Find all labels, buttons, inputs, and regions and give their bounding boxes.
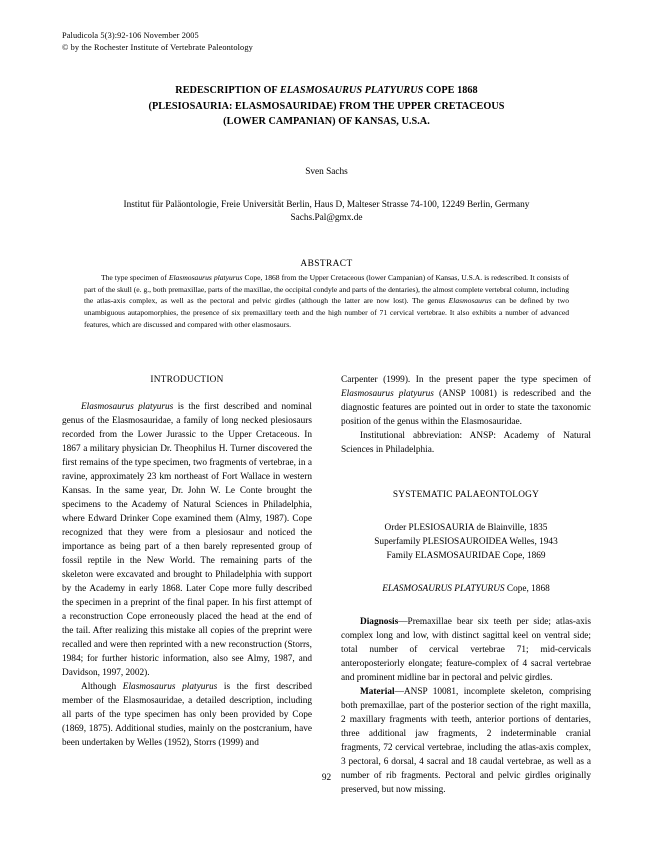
- author-name: Sven Sachs: [305, 166, 348, 177]
- diagnosis-paragraph: [341, 616, 591, 686]
- intro-taxon-2: Elasmosaurus platyurus: [122, 681, 218, 692]
- taxon-species-name: ELASMOSAURUS PLATYURUS: [382, 583, 505, 594]
- page-title: [62, 83, 591, 130]
- left-column: [62, 374, 312, 797]
- right-taxon-1: Elasmosaurus platyurus: [341, 389, 434, 400]
- introduction-paragraph-2: [62, 681, 312, 751]
- title-line-1-post: COPE 1868: [423, 85, 478, 97]
- abstract-part-3: can be defined by two unambiguous autapomorphies, the presence of six premaxillary teeth and the high number of 71 cervical vertebrae. It also exhibits a number of advanced features, which are discussed and compared with other elasmosaurs.: [84, 296, 570, 329]
- abstract-body: [84, 272, 569, 330]
- body-columns: [62, 374, 591, 797]
- abstract-part-1: The type specimen of: [101, 273, 169, 283]
- author-affiliation: [62, 199, 591, 227]
- right-column: [341, 374, 591, 797]
- title-line-3: (LOWER CAMPANIAN) OF KANSAS, U.S.A.: [223, 116, 430, 128]
- material-text: —ANSP 10081, incomplete skeleton, comprising both premaxillae, part of the posterior section of the right maxilla, 2 maxillary fragments with teeth, anterior portions of dentaries, three additional jaw fragments, 2 indeterminable cranial fragments, 72 cervical vertebrae, including the atlas-axis complex, 3 pectoral, 6 dorsal, 4 sacral and 18 caudal vertebrae, as well as a number of rib fragments. Pectoral and pelvic girdles originally preserved, but now missing.: [341, 686, 591, 795]
- intro-post-2: is the first described member of the Elasmosauridae, a detailed description, including all parts of the type specimen has only been provided by Cope (1869, 1875). Additional studies, mainly on the postcranium, have been undertaken by Welles (1952), Storrs (1999) and: [62, 681, 313, 748]
- page-number: 92: [321, 773, 332, 783]
- journal-header: [62, 30, 591, 54]
- copyright-line: © by the Rochester Institute of Vertebrate Paleontology: [62, 43, 253, 53]
- taxon-species-heading: [341, 583, 591, 597]
- institutional-abbreviation-paragraph: Institutional abbreviation: ANSP: Academy of Natural Sciences in Philadelphia.: [341, 431, 591, 455]
- intro-text-1: is the first described and nominal genus of the Elasmosauridae, a family of long necked plesiosaurs recorded from the Lower Jurassic to the Upper Cretaceous. In 1867 a military physician Dr. Theophilus H. Turner discovered the first remains of the type specimen, two fragments of vertebrae, in a ravine, approximately 23 km northeast of Fort Wallace in western Kansas. In the same year, Dr. John W. Le Conte brought the specimens to the Academy of Natural Sciences in Philadelphia, where Edward Drinker Cope examined them (Almy, 1987). Cope recognized that they were from a plesiosaur and noticed the importance as being part of a then barely represented group of fossil reptile in the New World. The remaining parts of the skeleton were excavated and brought to Philadelphia with support by the Academy in early 1868. Later Cope more fully described the specimen in a preprint of the final paper. In his first attempt of a reconstruction Cope erroneously placed the head at the end of the tail. After realizing this mistake all copies of the preprint were recalled and were then reprinted with a new reconstruction (Storrs, 1984; for further historic information, also see Almy, 1987, and Davidson, 1997, 2002).: [62, 402, 312, 678]
- author-email: Sachs.Pal@gmx.de: [290, 213, 363, 224]
- journal-citation-line: Paludicola 5(3):92-106 November 2005: [62, 31, 199, 40]
- taxon-species-author: Cope, 1868: [504, 583, 550, 594]
- title-line-1-taxon: ELASMOSAURUS PLATYURUS: [279, 85, 424, 97]
- right-paragraph-1: [341, 374, 591, 430]
- introduction-heading: INTRODUCTION: [150, 375, 224, 386]
- abstract-taxon-2: Elasmosaurus: [448, 296, 492, 306]
- right-pre-1: Carpenter (1999). In the present paper the type specimen of: [341, 375, 591, 386]
- taxonomic-hierarchy: [341, 522, 591, 564]
- material-label: Material: [360, 686, 395, 697]
- affiliation-address: Institut für Paläontologie, Freie Universität Berlin, Haus D, Malteser Strasse 74-100, 12249 Berlin, Germany: [123, 199, 530, 210]
- abstract-heading: ABSTRACT: [300, 259, 353, 270]
- introduction-paragraph-1: [62, 401, 312, 681]
- abstract-taxon-1: Elasmosaurus platyurus: [168, 273, 243, 283]
- taxon-family: Family ELASMOSAURIDAE Cope, 1869: [386, 550, 546, 561]
- intro-taxon-1: Elasmosaurus platyurus: [81, 402, 174, 413]
- right-post-1: (ANSP 10081) is redescribed and the diagnostic features are pointed out in order to state the taxonomic position of the genus within the Elasmosauridae.: [341, 389, 591, 428]
- diagnosis-label: Diagnosis: [360, 616, 399, 627]
- abstract-part-2: Cope, 1868 from the Upper Cretaceous (lower Campanian) of Kansas, U.S.A. is redescribed. It consists of part of the skull (e. g., both premaxillae, parts of the maxillae, the occipital condyle and parts of the dentaries), the almost complete vertebral column, including the atlas-axis complex, as well as the pectoral and pelvic girdles (although the latter are now lost). The genus: [84, 273, 570, 306]
- taxon-superfamily: Superfamily PLESIOSAUROIDEA Welles, 1943: [374, 536, 558, 547]
- taxon-order: Order PLESIOSAURIA de Blainville, 1835: [384, 522, 548, 533]
- systematic-palaeontology-heading: SYSTEMATIC PALAEONTOLOGY: [392, 489, 540, 500]
- title-line-1: [62, 83, 591, 99]
- title-line-2: (PLESIOSAURIA: ELASMOSAURIDAE) FROM THE UPPER CRETACEOUS: [148, 100, 505, 112]
- intro-pre-2: Although: [81, 681, 123, 692]
- diagnosis-text: —Premaxillae bear six teeth per side; atlas-axis complex long and low, with distinct sagittal keel on ventral side; total number of cervical vertebrae 71; mid-cervicals anteroposteriorly elongate; feature-complex of 4 sacral vertebrae and prominent midline bar in pectoral and pelvic girdles.: [341, 616, 591, 683]
- title-line-1-pre: REDESCRIPTION OF: [175, 85, 280, 97]
